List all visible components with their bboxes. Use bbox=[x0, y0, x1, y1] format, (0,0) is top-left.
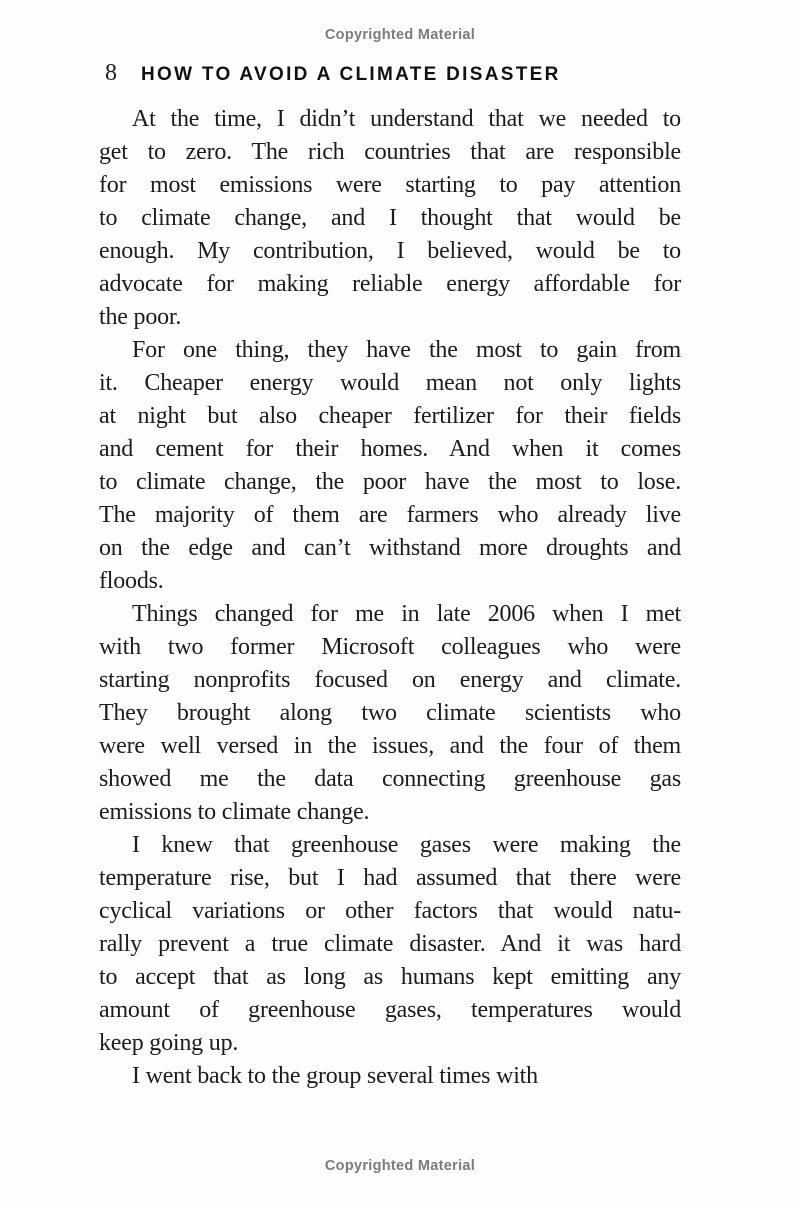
text-line: to climate change, the poor have the most to lose. bbox=[99, 469, 681, 495]
paragraph bbox=[99, 829, 681, 1060]
text-line: starting nonprofits focused on energy and climate. bbox=[99, 667, 681, 693]
text-line: were well versed in the issues, and the four of them bbox=[99, 733, 681, 759]
text-line: to climate change, and I thought that would be bbox=[99, 205, 681, 231]
text-line: enough. My contribution, I believed, would be to bbox=[99, 238, 681, 264]
text-line: at night but also cheaper fertilizer for their fields bbox=[99, 403, 681, 429]
page-number: 8 bbox=[105, 60, 117, 86]
text-line: For one thing, they have the most to gain from bbox=[132, 337, 681, 363]
text-line: on the edge and can’t withstand more droughts and bbox=[99, 535, 681, 561]
paragraph bbox=[99, 103, 681, 334]
text-line: temperature rise, but I had assumed that there were bbox=[99, 865, 681, 891]
text-line: to accept that as long as humans kept emitting any bbox=[99, 964, 681, 990]
text-line: The majority of them are farmers who already live bbox=[99, 502, 681, 528]
text-line: cyclical variations or other factors that would natu- bbox=[99, 898, 681, 924]
text-line: At the time, I didn’t understand that we needed to bbox=[132, 106, 681, 132]
text-line: get to zero. The rich countries that are responsible bbox=[99, 139, 681, 165]
chapter-running-title: HOW TO AVOID A CLIMATE DISASTER bbox=[141, 64, 561, 85]
paragraph bbox=[99, 598, 681, 829]
text-line: Things changed for me in late 2006 when I met bbox=[132, 601, 681, 627]
text-line: rally prevent a true climate disaster. And it was hard bbox=[99, 931, 681, 957]
copyright-notice-top: Copyrighted Material bbox=[324, 27, 476, 43]
text-line: and cement for their homes. And when it comes bbox=[99, 436, 681, 462]
copyright-notice-bottom: Copyrighted Material bbox=[324, 1158, 476, 1174]
body-text bbox=[99, 103, 681, 1093]
running-header bbox=[105, 60, 561, 87]
text-line: floods. bbox=[99, 568, 164, 594]
text-line: it. Cheaper energy would mean not only lights bbox=[99, 370, 681, 396]
text-line: with two former Microsoft colleagues who were bbox=[99, 634, 681, 660]
paragraph bbox=[99, 1060, 681, 1093]
text-line: showed me the data connecting greenhouse gas bbox=[99, 766, 681, 792]
text-line: I knew that greenhouse gases were making the bbox=[132, 832, 681, 858]
text-line: amount of greenhouse gases, temperatures would bbox=[99, 997, 681, 1023]
text-line: the poor. bbox=[99, 304, 182, 330]
text-line: emissions to climate change. bbox=[99, 799, 370, 825]
text-line: keep going up. bbox=[99, 1030, 239, 1056]
text-line: advocate for making reliable energy affordable for bbox=[99, 271, 681, 297]
text-line: I went back to the group several times with bbox=[132, 1063, 538, 1089]
text-line: for most emissions were starting to pay attention bbox=[99, 172, 681, 198]
paragraph bbox=[99, 334, 681, 598]
text-line: They brought along two climate scientists who bbox=[99, 700, 681, 726]
